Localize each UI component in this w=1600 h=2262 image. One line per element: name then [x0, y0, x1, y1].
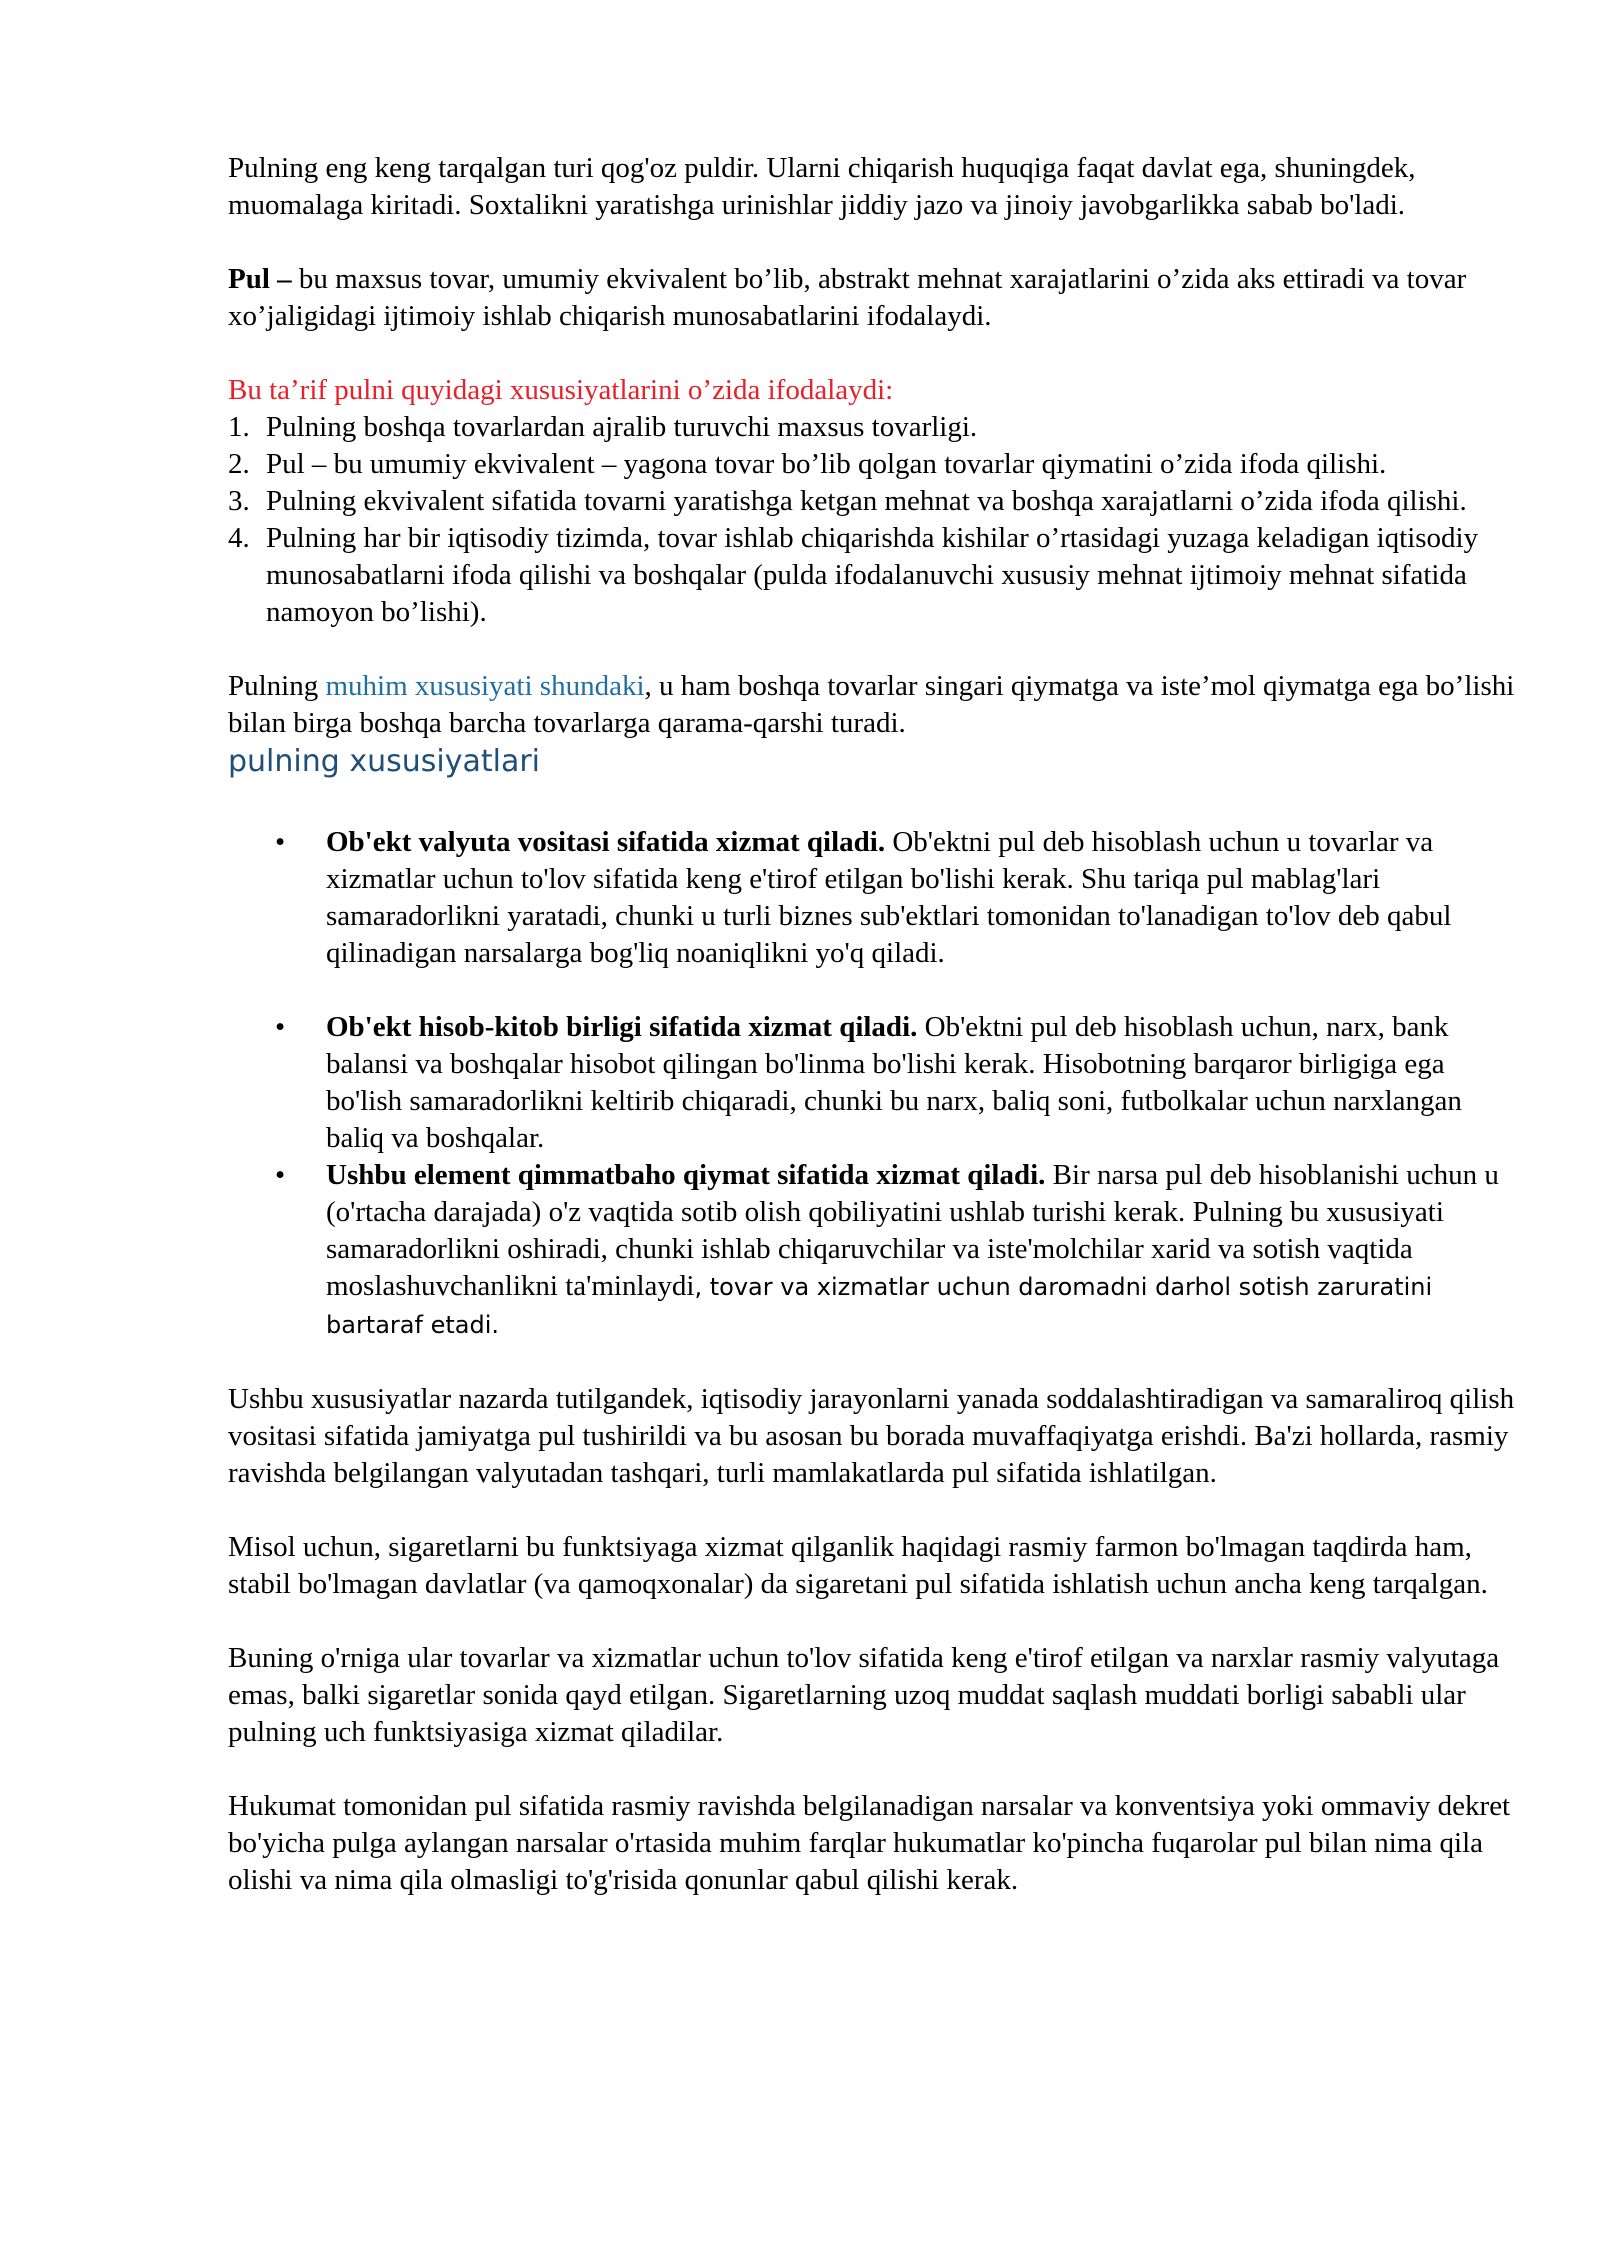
bullet-list — [228, 824, 1518, 1344]
paragraph-cigarettes-example: Misol uchun, sigaretlarni bu funktsiyaga xizmat qilganlik haqidagi rasmiy farmon bo'lmagan taqdirda ham, stabil bo'lmagan davlatlar (va qamoqxonalar) da sigaretani pul sifatida ishlatish uchun ancha keng tarqalgan. — [228, 1531, 1488, 1600]
paragraph-paper-money: Pulning eng keng tarqalgan turi qog'oz puldir. Ularni chiqarish huquqiga faqat davlat ega, shuningdek, muomalaga kiritadi. Soxtalikni yaratishga urinishlar jiddiy jazo va jinoiy javobgarlikka sabab bo'ladi. — [228, 152, 1416, 221]
list-number: 2. — [228, 448, 250, 480]
list-item-text: Pulning boshqa tovarlardan ajralib turuvchi maxsus tovarligi. — [266, 411, 978, 443]
bullet-text: Ob'ektni pul deb hisoblash uchun u tovarlar va xizmatlar uchun to'lov sifatida keng e'tirof etilgan bo'lishi kerak. Shu tariqa pul mablag'lari samaradorlikni yaratadi, chunki u turli biznes sub'ektlari tomonidan to'lanadigan to'lov deb qabul qilinadigan narsalarga bog'liq noaniqlikni yo'q qiladi. — [326, 826, 1452, 969]
bullet-item — [228, 1157, 1518, 1344]
list-item — [228, 520, 1518, 631]
properties-intro: Bu ta’rif pulni quyidagi xususiyatlarini o’zida ifodalaydi: — [228, 374, 894, 406]
list-item — [228, 409, 1518, 446]
list-item-text: Pul – bu umumiy ekvivalent – yagona tovar bo’lib qolgan tovarlar qiymatini o’zida ifoda qilishi. — [266, 448, 1387, 480]
bullet-icon: • — [275, 1159, 286, 1191]
bullet-title: Ob'ekt valyuta vositasi sifatida xizmat qiladi. — [326, 826, 886, 858]
bullet-title: Ob'ekt hisob-kitob birligi sifatida xizmat qiladi. — [326, 1011, 918, 1043]
bullet-text-tail: , tovar va xizmatlar uchun daromadni darhol sotish zaruratini bartaraf etadi. — [326, 1273, 1433, 1339]
bullet-item — [228, 824, 1518, 972]
bullet-text: Bir narsa pul deb hisoblanishi uchun u (o'rtacha darajada) o'z vaqtida sotib olish qobiliyatini ushlab turishi kerak. Pulning bu xususiyati samaradorlikni oshiradi, chunki ishlab chiqaruvchilar va iste'molchilar xarid va sotish vaqtida moslashuvchanlikni ta'minlaydi — [326, 1159, 1499, 1302]
text-fragment: Pulning — [228, 670, 326, 702]
bullet-item — [228, 1009, 1518, 1157]
paragraph-money-definition — [228, 261, 1518, 335]
paragraph-introduction: Ushbu xususiyatlar nazarda tutilgandek, iqtisodiy jarayonlarni yanada soddalashtiradigan va samaraliroq qilish vositasi sifatida jamiyatga pul tushirildi va bu asosan bu borada muvaffaqiyatga erishdi. Ba'zi hollarda, rasmiy ravishda belgilangan valyutadan tashqari, turli mamlakatlarda pul sifatida ishlatilgan. — [228, 1383, 1515, 1489]
list-item-text: Pulning ekvivalent sifatida tovarni yaratishga ketgan mehnat va boshqa xarajatlarni o’zida ifoda qilishi. — [266, 485, 1467, 517]
paragraph-important-property — [228, 668, 1518, 742]
document-page — [228, 150, 1518, 1899]
definition-term: Pul – — [228, 263, 292, 295]
bullet-title: Ushbu element qimmatbaho qiymat sifatida xizmat qiladi. — [326, 1159, 1046, 1191]
paragraph-cigarettes-prices: Buning o'rniga ular tovarlar va xizmatlar uchun to'lov sifatida keng e'tirof etilgan va narxlar rasmiy valyutaga emas, balki sigaretlar sonida qayd etilgan. Sigaretlarning uzoq muddat saqlash muddati borligi sababli ular pulning uch funktsiyasiga xizmat qiladilar. — [228, 1642, 1500, 1748]
list-number: 4. — [228, 522, 250, 554]
list-number: 1. — [228, 411, 250, 443]
section-heading: pulning xususiyatlari — [228, 744, 540, 779]
highlighted-link[interactable]: muhim xususiyati shundaki — [325, 670, 645, 702]
bullet-icon: • — [275, 826, 286, 858]
paragraph-government-money: Hukumat tomonidan pul sifatida rasmiy ravishda belgilanadigan narsalar va konventsiya yoki ommaviy dekret bo'yicha pulga aylangan narsalar o'rtasida muhim farqlar hukumatlar ko'pincha fuqarolar pul bilan nima qila olishi va nima qila olmasligi to'g'risida qonunlar qabul qilishi kerak. — [228, 1790, 1511, 1896]
bullet-icon: • — [275, 1011, 286, 1043]
list-item — [228, 483, 1518, 520]
list-number: 3. — [228, 485, 250, 517]
properties-list — [228, 409, 1518, 631]
definition-text: bu maxsus tovar, umumiy ekvivalent bo’lib, abstrakt mehnat xarajatlarini o’zida aks ettiradi va tovar xo’jaligidagi ijtimoiy ishlab chiqarish munosabatlarini ifodalaydi. — [228, 263, 1467, 332]
bullet-text: Ob'ektni pul deb hisoblash uchun, narx, bank balansi va boshqalar hisobot qilingan bo'linma bo'lishi kerak. Hisobotning barqaror birligiga ega bo'lish samaradorlikni keltirib chiqaradi, chunki bu narx, baliq soni, futbolkalar uchun narxlangan baliq va boshqalar. — [326, 1011, 1462, 1154]
list-item-text: Pulning har bir iqtisodiy tizimda, tovar ishlab chiqarishda kishilar o’rtasidagi yuzaga keladigan iqtisodiy munosabatlarni ifoda qilishi va boshqalar (pulda ifodalanuvchi xususiy mehnat ijtimoiy mehnat sifatida namoyon bo’lishi). — [266, 522, 1479, 628]
list-item — [228, 446, 1518, 483]
text-fragment: , u ham boshqa tovarlar singari qiymatga va iste’mol qiymatga ega bo’lishi bilan birga boshqa barcha tovarlarga qarama-qarshi turadi. — [228, 670, 1515, 739]
